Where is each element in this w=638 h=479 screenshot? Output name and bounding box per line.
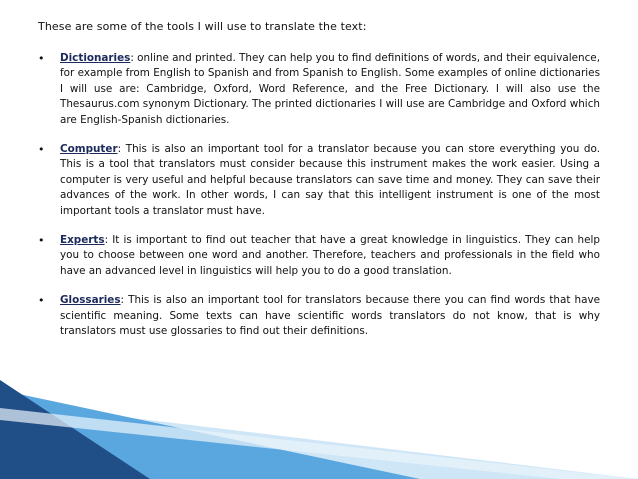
bullet-icon: •	[38, 52, 45, 65]
list-item-computer	[38, 142, 600, 219]
term-dictionaries: Dictionaries	[60, 52, 131, 64]
list-item-glossaries	[38, 293, 600, 339]
description-dictionaries: : online and printed. They can help you to find definitions of words, and their equivalence, for example from English to Spanish and from Spanish to English. Some examples of online dictionaries I will use are: Cambridge, Oxford, Word Reference, and the Free Dictionary. I will also use the Thesaurus.com synonym Dictionary. The printed dictionaries I will use are Cambridge and Oxford which are English-Spanish dictionaries.	[60, 52, 600, 126]
bullet-icon: •	[38, 143, 45, 157]
list-item-dictionaries	[38, 51, 600, 128]
bullet-icon: •	[38, 234, 45, 248]
term-experts: Experts	[60, 234, 105, 247]
list-item-experts	[38, 233, 600, 279]
term-computer: Computer	[60, 143, 118, 156]
decorative-ribbon	[0, 380, 638, 479]
term-glossaries: Glossaries	[60, 294, 121, 307]
description-computer: : This is also an important tool for a translator because you can store everything you do. This is a tool that translators must consider because this instrument makes the work easier. Using a computer is very useful and helpful because translators can save time and money. They can save their advances of the work. In other words, I can say that this intelligent instrument is one of the most important tools a translator must have.	[60, 143, 600, 217]
bullet-icon: •	[38, 294, 45, 308]
tools-list	[38, 51, 600, 354]
description-experts: : It is important to find out teacher that have a great knowledge in linguistics. They can help you to choose between one word and another. Therefore, teachers and professionals in the field who have an advanced level in linguistics will help you to do a good translation.	[60, 234, 600, 277]
description-glossaries: : This is also an important tool for translators because there you can find words that have scientific meaning. Some texts can have scientific words translators do not know, that is why translators must use glossaries to find out their definitions.	[60, 294, 600, 338]
intro-text: These are some of the tools I will use to translate the text:	[38, 20, 367, 33]
